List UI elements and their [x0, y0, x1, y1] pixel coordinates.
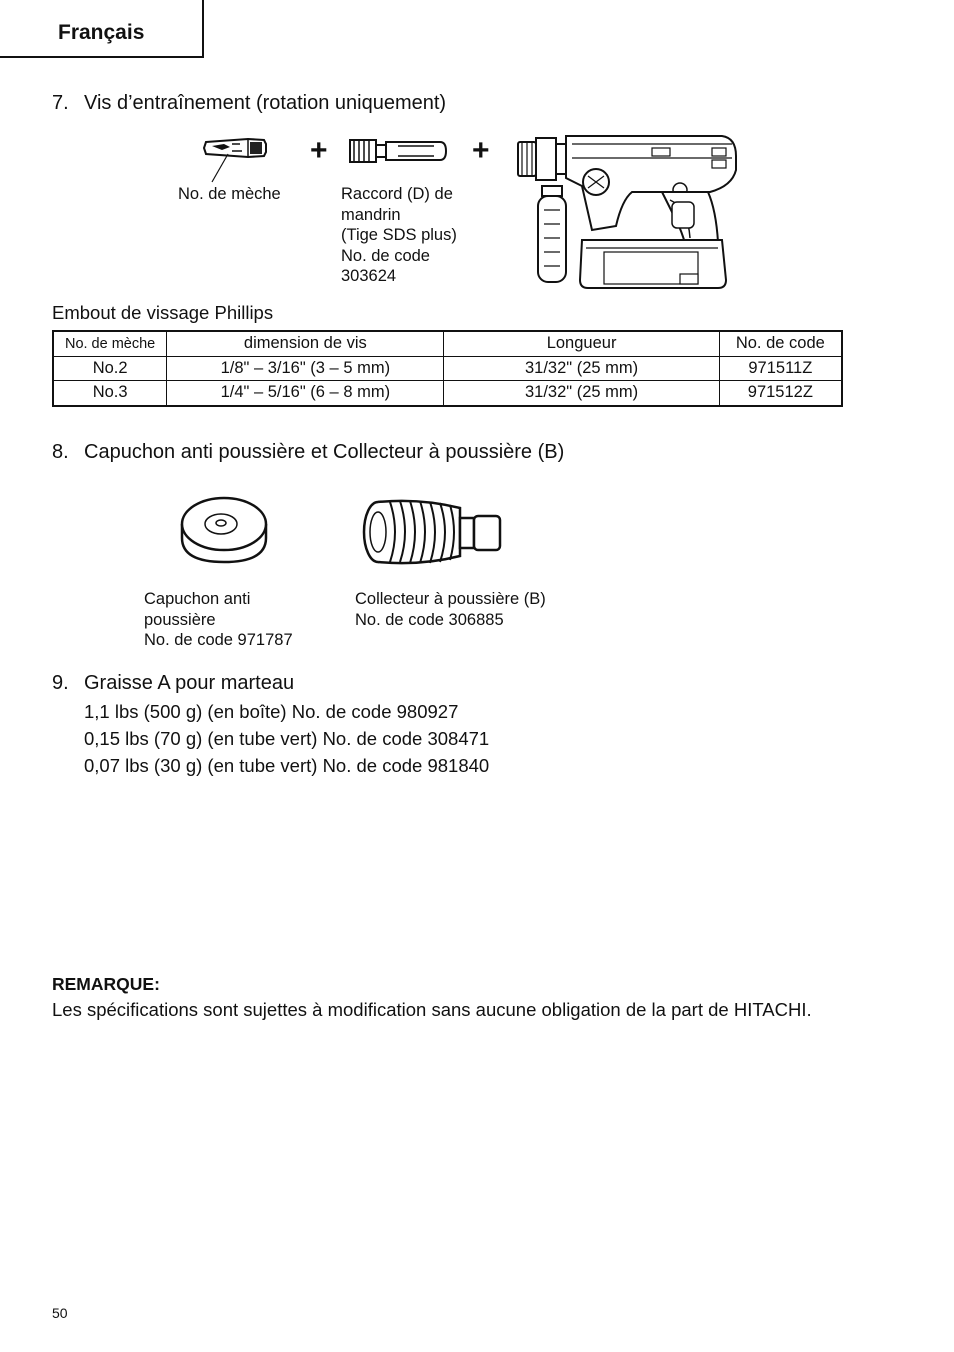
- section-8-heading: [52, 441, 564, 464]
- table-cell: 971512Z: [719, 381, 842, 406]
- note-title: REMARQUE:: [52, 974, 160, 994]
- language-tab: [0, 0, 204, 58]
- section-9-heading: [52, 672, 294, 695]
- phillips-bit-table: [52, 330, 843, 407]
- section-9-number: 9.: [52, 672, 69, 694]
- dust-collector-caption: Collecteur à poussière (B) No. de code 306885: [355, 590, 546, 629]
- language-tab-label: Français: [58, 21, 145, 44]
- section-8-number: 8.: [52, 441, 69, 463]
- header-screw-size: dimension de vis: [167, 331, 444, 356]
- header-bit-number: No. de mèche: [53, 331, 167, 356]
- table-cell: No.2: [53, 356, 167, 381]
- hammer-drill-illustration: [512, 130, 744, 292]
- page-number: 50: [52, 1305, 68, 1321]
- grease-line-1: 1,1 lbs (500 g) (en boîte) No. de code 980927: [84, 701, 459, 722]
- table-row: [53, 356, 842, 381]
- grease-line-2: 0,15 lbs (70 g) (en tube vert) No. de code 308471: [84, 728, 490, 749]
- grease-line-3: 0,07 lbs (30 g) (en tube vert) No. de code 981840: [84, 755, 490, 776]
- table-cell: No.3: [53, 381, 167, 406]
- table-cell: 1/8" – 3/16" (3 – 5 mm): [167, 356, 444, 381]
- table-header-row: [53, 331, 842, 356]
- header-length: Longueur: [444, 331, 719, 356]
- table-cell: 1/4" – 5/16" (6 – 8 mm): [167, 381, 444, 406]
- section-7-number: 7.: [52, 92, 69, 114]
- plus-sign-2: +: [472, 134, 490, 167]
- table-cell: 31/32" (25 mm): [444, 356, 719, 381]
- section-7-heading: [52, 92, 446, 115]
- table-cell: 971511Z: [719, 356, 842, 381]
- section-7-title: Vis d’entraînement (rotation uniquement): [84, 92, 447, 114]
- plus-sign-1: +: [310, 134, 328, 167]
- header-code-number: No. de code: [719, 331, 842, 356]
- table-cell: 31/32" (25 mm): [444, 381, 719, 406]
- table-title: Embout de vissage Phillips: [52, 302, 274, 323]
- dust-cap-caption: Capuchon anti poussière No. de code 971787: [144, 590, 293, 649]
- section-8-title: Capuchon anti poussière et Collecteur à poussière (B): [84, 441, 565, 463]
- dust-cap-illustration: [178, 494, 270, 566]
- bit-caption: No. de mèche: [178, 185, 281, 203]
- driver-bit-illustration: [200, 132, 280, 188]
- note-body: Les spécifications sont sujettes à modification sans aucune obligation de la part de HITACHI.: [52, 999, 812, 1020]
- table-row: [53, 381, 842, 406]
- chuck-adapter-illustration: [346, 134, 450, 168]
- section-9-title: Graisse A pour marteau: [84, 672, 295, 694]
- dust-collector-illustration: [360, 494, 506, 570]
- adapter-caption: Raccord (D) de mandrin (Tige SDS plus) No. de code 303624: [341, 185, 457, 285]
